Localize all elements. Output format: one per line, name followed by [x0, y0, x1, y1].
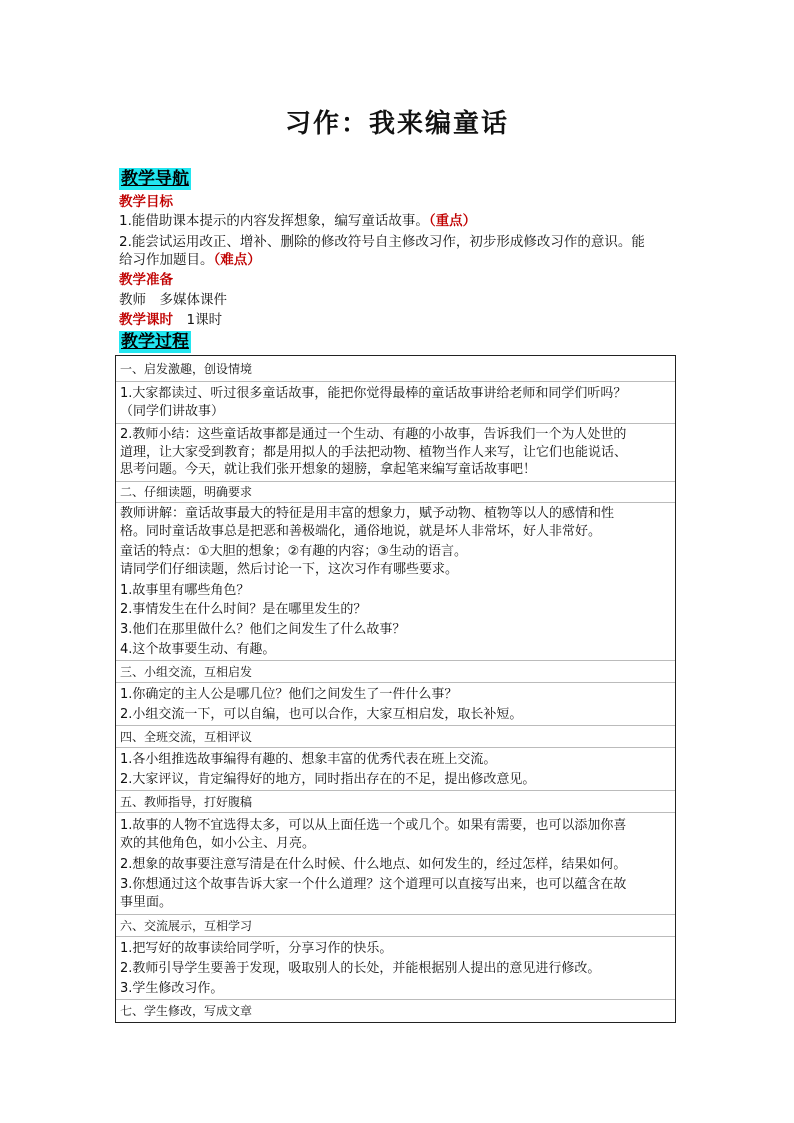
text-line: 3.他们在那里做什么？他们之间发生了什么故事？: [120, 622, 406, 637]
text-line: 1.大家都读过、听过很多童话故事，能把你觉得最棒的童话故事讲给老师和同学们听吗？: [120, 386, 627, 401]
row-divider: [116, 660, 675, 661]
prep-value: 教师 多媒体课件: [119, 292, 227, 308]
text-line: 1.故事里有哪些角色？: [120, 583, 250, 598]
text-line: 2.教师小结：这些童话故事都是通过一个生动、有趣的小故事，告诉我们一个为人处世的: [120, 427, 627, 442]
hours-value: 1课时: [173, 312, 223, 328]
row-divider: [116, 682, 675, 683]
step-heading-4: 四、全班交流，互相评议: [120, 730, 253, 744]
text-line: 事里面。: [120, 895, 173, 910]
text-line: 思考问题。今天，就让我们张开想象的翅膀，拿起笔来编写童话故事吧！: [120, 462, 537, 477]
hours-label: 教学课时: [119, 312, 173, 328]
row-divider: [116, 914, 675, 915]
text-line: （同学们讲故事）: [120, 404, 225, 419]
text-line: 3.学生修改习作。: [120, 981, 224, 996]
text-line: 1.你确定的主人公是哪几位？他们之间发生了一件什么事？: [120, 687, 458, 702]
page-title: 习作：我来编童话: [284, 109, 509, 139]
step-heading-5: 五、教师指导，打好腹稿: [120, 795, 253, 809]
row-divider: [116, 423, 675, 424]
row-divider: [116, 999, 675, 1000]
row-divider: [116, 936, 675, 937]
goal-2-difficulty-tag: （难点）: [213, 252, 261, 268]
row-divider: [116, 481, 675, 482]
step-heading-1: 一、启发激趣，创设情境: [120, 362, 253, 376]
goal-1: [119, 212, 679, 230]
text-line: 教师讲解：童话故事最大的特征是用丰富的想象力，赋予动物、植物等以人的感情和性: [120, 506, 615, 521]
step-heading-7: 七、学生修改，写成文章: [120, 1004, 253, 1018]
goal-1-key-tag: （重点）: [428, 213, 477, 229]
process-table: [115, 355, 676, 1023]
text-line: 欢的其他角色，如小公主、月亮。: [120, 836, 316, 851]
row-divider: [116, 747, 675, 748]
row-divider: [116, 725, 675, 726]
row-divider: [116, 381, 675, 382]
text-line: 1.各小组推选故事编得有趣的、想象丰富的优秀代表在班上交流。: [120, 752, 497, 767]
text-line: 道理，让大家受到教育；都是用拟人的手法把动物、植物当作人来写，让它们也能说话、: [120, 445, 628, 460]
goal-2-line-2: [119, 251, 679, 269]
text-line: 2.事情发生在什么时间？是在哪里发生的？: [120, 602, 367, 617]
step-heading-3: 三、小组交流，互相启发: [120, 665, 253, 679]
row-divider: [116, 790, 675, 791]
text-line: 1.把写好的故事读给同学听，分享习作的快乐。: [120, 941, 393, 956]
text-line: 2.教师引导学生要善于发现，吸取别人的长处，并能根据别人提出的意见进行修改。: [120, 961, 601, 976]
goal-2-line-1: 2.能尝试运用改正、增补、删除的修改符号自主修改习作，初步形成修改习作的意识。能: [119, 234, 645, 250]
goals-label: 教学目标: [119, 194, 173, 210]
step-heading-2: 二、仔细读题，明确要求: [120, 485, 253, 499]
step-heading-6: 六、交流展示，互相学习: [120, 919, 253, 933]
hours-row: [119, 311, 679, 329]
section-heading-guide: 教学导航: [121, 169, 189, 189]
text-line: 格。同时童话故事总是把恶和善极端化，通俗地说，就是坏人非常坏，好人非常好。: [120, 524, 602, 539]
text-line: 1.故事的人物不宜选得太多，可以从上面任选一个或几个。如果有需要，也可以添加你喜: [120, 818, 627, 833]
text-line: 2.小组交流一下，可以自编，也可以合作，大家互相启发，取长补短。: [120, 707, 523, 722]
row-divider: [116, 502, 675, 503]
text-line: 童话的特点：①大胆的想象；②有趣的内容；③生动的语言。: [120, 544, 467, 559]
text-line: 4.这个故事要生动、有趣。: [120, 642, 276, 657]
text-line: 2.大家评议，肯定编得好的地方，同时指出存在的不足，提出修改意见。: [120, 772, 536, 787]
text-line: 请同学们仔细读题，然后讨论一下，这次习作有哪些要求。: [120, 562, 459, 577]
text-line: 3.你想通过这个故事告诉大家一个什么道理？这个道理可以直接写出来，也可以蕴含在故: [120, 877, 627, 892]
row-divider: [116, 812, 675, 813]
section-heading-process: 教学过程: [121, 332, 189, 352]
text-line: 2.想象的故事要注意写清是在什么时候、什么地点、如何发生的，经过怎样，结果如何。: [120, 857, 627, 872]
goal-1-text: 1.能借助课本提示的内容发挥想象，编写童话故事。: [119, 213, 429, 229]
goal-2-text: 给习作加题目。: [119, 252, 214, 268]
prep-label: 教学准备: [119, 272, 173, 288]
